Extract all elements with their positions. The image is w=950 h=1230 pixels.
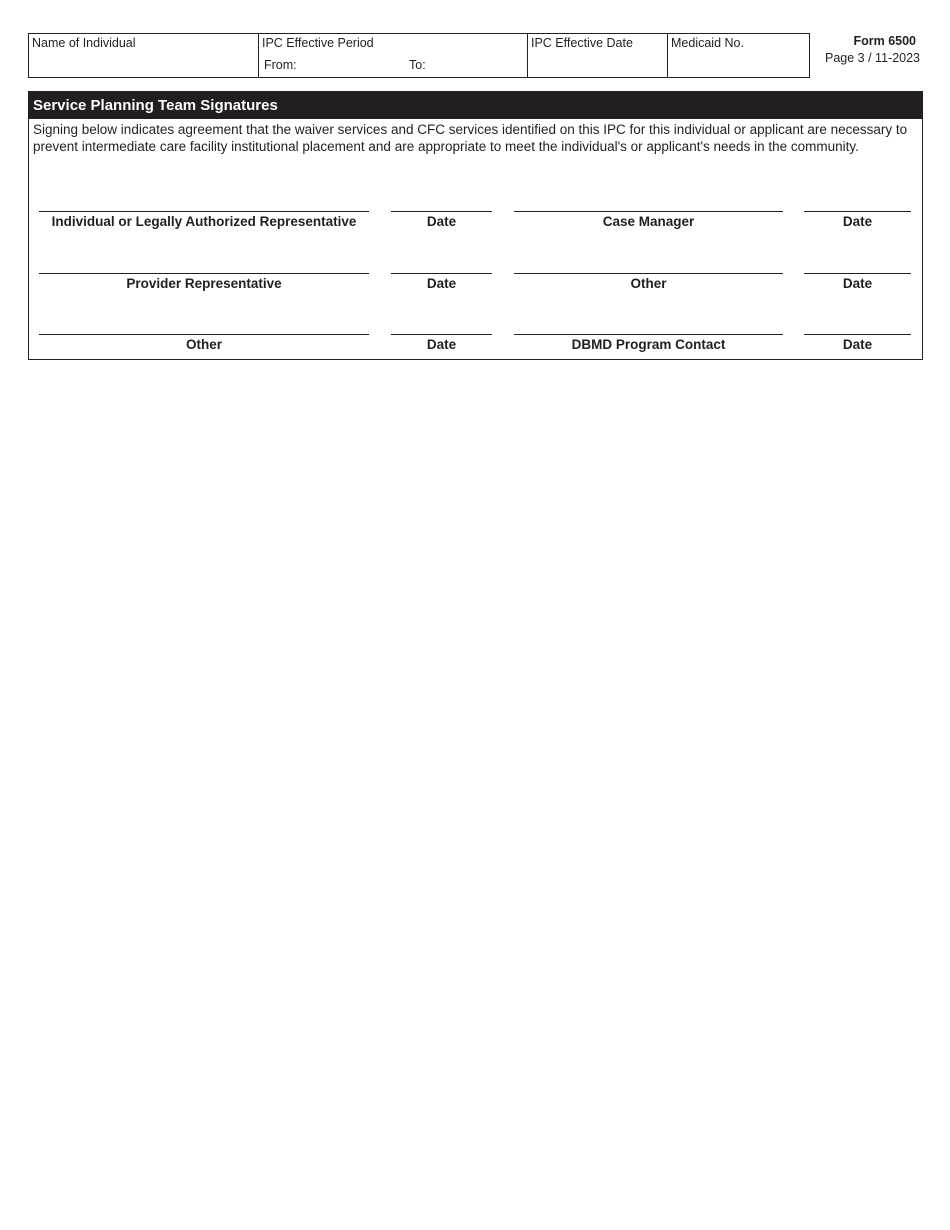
medicaid-number-label: Medicaid No. — [671, 36, 744, 50]
form-number: Form 6500 — [853, 34, 916, 48]
date-line-other-2[interactable]: Date — [391, 334, 492, 352]
ipc-effective-period-field[interactable] — [259, 34, 528, 77]
name-of-individual-field[interactable] — [29, 34, 259, 77]
section-title: Service Planning Team Signatures — [29, 92, 922, 119]
date-line-case-manager[interactable]: Date — [804, 211, 911, 229]
date-line-dbmd-program-contact[interactable]: Date — [804, 334, 911, 352]
signature-line-other-2[interactable]: Other — [39, 334, 369, 352]
signature-line-other-1[interactable]: Other — [514, 273, 783, 291]
name-of-individual-label: Name of Individual — [32, 36, 136, 50]
to-label: To: — [409, 58, 426, 72]
signature-line-dbmd-program-contact[interactable]: DBMD Program Contact — [514, 334, 783, 352]
medicaid-number-field[interactable] — [668, 34, 809, 77]
agreement-text: Signing below indicates agreement that the waiver services and CFC services identified on this IPC for this individual or applicant are necessary to prevent intermediate care facility institutional placement and are appropriate to meet the individual's or applicant's needs in the community. — [33, 122, 908, 154]
page-info: Page 3 / 11-2023 — [825, 51, 920, 65]
date-line-individual-lar[interactable]: Date — [391, 211, 492, 229]
signature-line-provider-representative[interactable]: Provider Representative — [39, 273, 369, 291]
signature-line-case-manager[interactable]: Case Manager — [514, 211, 783, 229]
from-label: From: — [264, 58, 297, 72]
ipc-effective-period-label: IPC Effective Period — [262, 36, 374, 50]
signature-line-individual-lar[interactable]: Individual or Legally Authorized Representative — [39, 211, 369, 229]
date-line-other-1[interactable]: Date — [804, 273, 911, 291]
date-line-provider-representative[interactable]: Date — [391, 273, 492, 291]
ipc-effective-date-label: IPC Effective Date — [531, 36, 633, 50]
signatures-section — [28, 91, 923, 360]
header-table — [28, 33, 810, 78]
ipc-effective-date-field[interactable] — [528, 34, 668, 77]
